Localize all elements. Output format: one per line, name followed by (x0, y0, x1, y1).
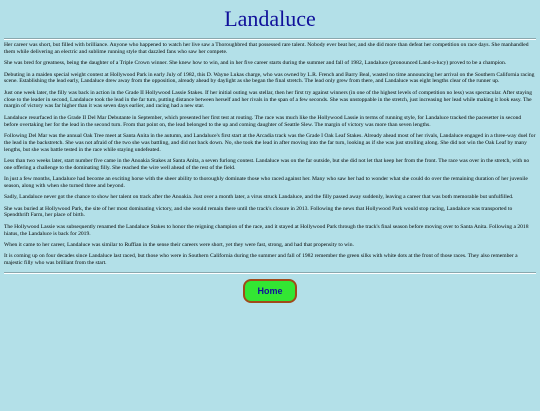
paragraph-9: Sadly, Landaluce never got the chance to show her talent on track after the Anoakia. Just over a month later, a virus struck Landaluce, and the filly passed away suddenly, leaving a career that was both memorable but unfulfilled. (4, 194, 514, 201)
paragraph-10: She was buried at Hollywood Park, the site of her most dominating victory, and she would remain there until the track's closure in 2013. Following the news that Hollywood Park would stop racing, Landaluce was transported to Spendthrift Farm, her place of birth. (4, 205, 513, 219)
page-title: Landaluce (224, 6, 316, 31)
paragraph-3: Debuting in a maiden special weight contest at Hollywood Park in early July of 1982, this D. Wayne Lukas charge, who was owned by L.R. French and Barry Beal, wasted no time announcing her arrival on the Southern California racing scene. Establishing the lead early, Landaluce drew away from the opposition, already ahead by daylight as she began the final stretch. The lead only grew from there, and Landaluce was eight lengths clear of the runner up. (4, 71, 535, 85)
paragraph-5: Landaluce resurfaced in the Grade II Del Mar Debutante in September, which presented her first test at routing. The race was much like the Hollywood Lassie in terms of running style, for Landaluce tracked the pacesetter in second before overtaking her for the lead in the second turn. From that point on, the lead belonged to the up and coming daughter of Seattle Slew. The margin of victory was more than seven lengths. (4, 114, 522, 128)
paragraph-7: Less than two weeks later, start number five came in the Anoakia Stakes at Santa Anita, a seven furlong contest. Landaluce was on the far outside, but she did not let that keep her from the front. The race was over in the stretch, with no one offering a challenge to the dominating filly. She reached the wire well ahead of the rest of the field. (4, 157, 530, 171)
paragraph-6: Following Del Mar was the annual Oak Tree meet at Santa Anita in the autumn, and Landaluce's first start at the Arcadia track was the Grade I Oak Leaf Stakes. Already ahead most of her rivals, Landaluce engaged in a three-way duel for the lead in the backstretch. She was not afraid of the two she was battling, and did not back down. No, she took the lead in after moving into the far turn, looking as if she was just strolling along. She did not win the Oak Leaf by many lengths, but she was battle tested in the race while staying undefeated. (4, 132, 536, 153)
paragraph-13: It is coming up on four decades since Landaluce last raced, but those who were in Southern California during the summer and fall of 1982 remember the green silks with white dots at the front of those races. They also remember a majestic filly who was brilliant from the start. (4, 253, 518, 267)
paragraph-12: When it came to her career, Landaluce was similar to Ruffian in the sense their careers were short, yet they were fast, strong, and had that propensity to win. (4, 242, 354, 249)
paragraph-11: The Hollywood Lassie was subsequently renamed the Landaluce Stakes to honor the reigning champion of the race, and it stayed at Hollywood Park through the track's final season before moving over to Santa Anita. Following a 2018 hiatus, the Landaluce is back for 2019. (4, 223, 529, 237)
paragraph-8: In just a few months, Landaluce had become an exciting horse with the sheer ability to thoroughly dominate those who raced against her. Many who saw her had to wonder what she could do over the remaining duration of her juvenile season, along with when she turned three and beyond. (4, 176, 528, 189)
article-body (0, 42, 540, 267)
paragraph-4: Just one week later, the filly was back in action in the Grade II Hollywood Lassie Stakes. If her initial outing was stellar, then her first try against winners (in one of the highest levels of competition no less) was spectacular. After staying close to the leader in second, Landaluce took the lead in the far turn, putting distance between herself and her rivals in the span of a few seconds. She was unstoppable in the stretch, just increasing her lead while making it look easy. The margin of victory was far higher than it was seven days earlier, and racing had a new star. (4, 89, 533, 110)
bottom-divider (4, 272, 536, 274)
paragraph-2: She was bred for greatness, being the daughter of a Triple Crown winner. She knew how to win, and in her five career starts during the summer and fall of 1982, Landaluce (pronounced Land-a-lucy) proved to be a champion. (4, 60, 507, 67)
top-divider (4, 38, 536, 40)
paragraph-1: Her career was short, but filled with brilliance. Anyone who happened to watch her live saw a Thoroughbred that possessed rare talent. Nobody ever beat her, and she did more than defeat her competition on race days. She manhandled them while delivering an electric and sublime running style that dazzled fans who saw her compete. (4, 42, 529, 55)
home-button[interactable]: Home (243, 279, 296, 303)
home-button-container (0, 279, 540, 303)
